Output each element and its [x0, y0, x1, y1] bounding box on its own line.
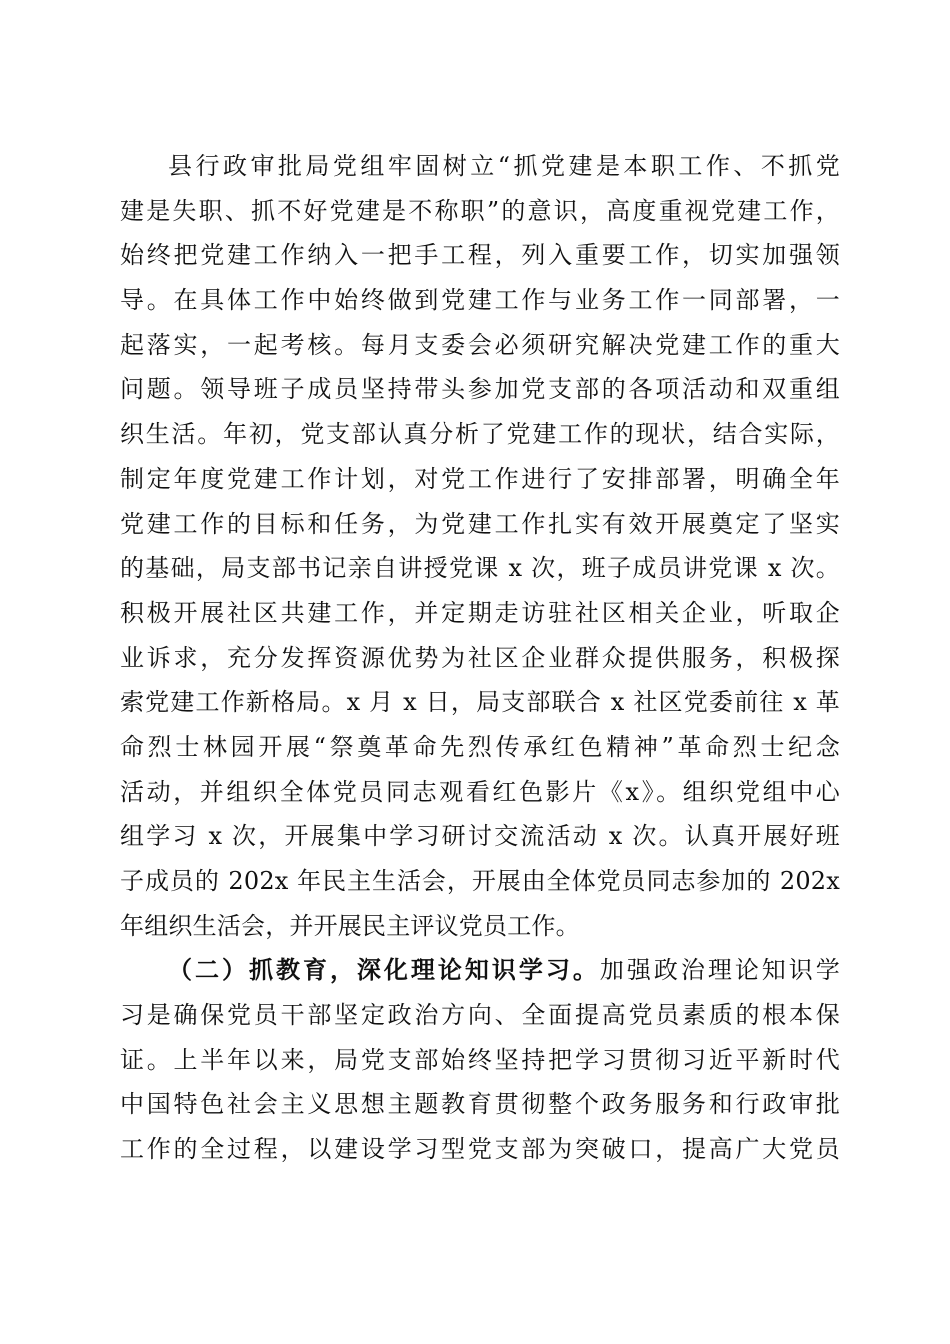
- paragraph-line: 组学习 x 次，开展集中学习研讨交流活动 x 次。认真开展好班: [120, 822, 840, 851]
- paragraph-line: 命烈士林园开展“祭奠革命先烈传承红色精神”革命烈士纪念: [120, 732, 840, 761]
- paragraph-line: 党建工作的目标和任务，为党建工作扎实有效开展奠定了坚实: [120, 509, 840, 538]
- paragraph-line: 活动，并组织全体党员同志观看红色影片《x》。组织党组中心: [120, 777, 840, 806]
- paragraph-line: 工作的全过程，以建设学习型党支部为突破口，提高广大党员: [120, 1135, 840, 1164]
- paragraph-line: 积极开展社区共建工作，并定期走访驻社区相关企业，听取企: [120, 598, 840, 627]
- paragraph-line: 证。上半年以来，局党支部始终坚持把学习贯彻习近平新时代: [120, 1045, 840, 1074]
- paragraph-line: 起落实，一起考核。每月支委会必须研究解决党建工作的重大: [120, 330, 840, 359]
- paragraph-1: [120, 144, 840, 948]
- paragraph-line: 索党建工作新格局。x 月 x 日，局支部联合 x 社区党委前往 x 革: [120, 688, 840, 717]
- document-body: [120, 144, 840, 1172]
- paragraph-line: 问题。领导班子成员坚持带头参加党支部的各项活动和双重组: [120, 375, 840, 404]
- paragraph-2: [120, 948, 840, 1171]
- paragraph-line: 子成员的 202x 年民主生活会，开展由全体党员同志参加的 202x: [120, 867, 840, 895]
- paragraph-line: 年组织生活会，并开展民主评议党员工作。: [120, 911, 580, 940]
- paragraph-first-line: [120, 948, 840, 993]
- paragraph-line: 习是确保党员干部坚定政治方向、全面提高党员素质的根本保: [120, 1001, 840, 1030]
- paragraph-line-rest: 加强政治理论知识学: [599, 956, 840, 985]
- section-heading: （二）抓教育，深化理论知识学习。: [168, 955, 600, 985]
- paragraph-line: 导。在具体工作中始终做到党建工作与业务工作一同部署，一: [120, 286, 840, 315]
- paragraph-line: 中国特色社会主义思想主题教育贯彻整个政务服务和行政审批: [120, 1090, 840, 1119]
- paragraph-line: 业诉求，充分发挥资源优势为社区企业群众提供服务，积极探: [120, 643, 840, 672]
- paragraph-line: 的基础，局支部书记亲自讲授党课 x 次，班子成员讲党课 x 次。: [120, 554, 840, 583]
- paragraph-line: 始终把党建工作纳入一把手工程，列入重要工作，切实加强领: [120, 241, 840, 270]
- paragraph-line: 县行政审批局党组牢固树立“抓党建是本职工作、不抓党: [168, 152, 840, 180]
- paragraph-line: 建是失职、抓不好党建是不称职”的意识，高度重视党建工作，: [120, 196, 840, 225]
- paragraph-line: 织生活。年初，党支部认真分析了党建工作的现状，结合实际，: [120, 420, 840, 449]
- paragraph-line: 制定年度党建工作计划，对党工作进行了安排部署，明确全年: [120, 464, 840, 493]
